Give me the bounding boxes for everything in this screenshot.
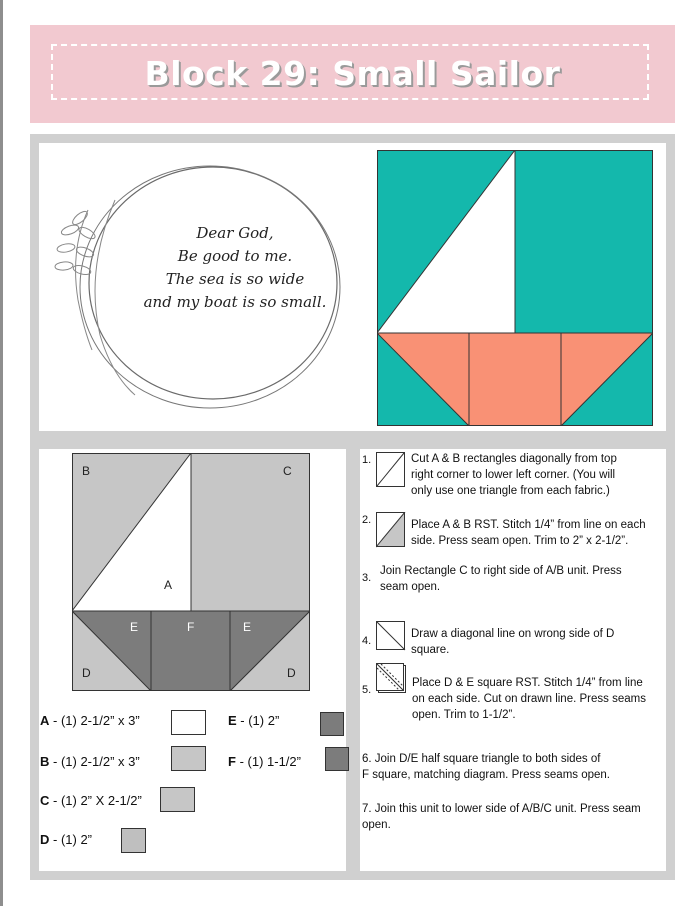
label-a: A [164, 578, 173, 592]
step1-line-3: only use one triangle from each fabric.) [411, 485, 610, 497]
step4-line-2: square. [411, 644, 450, 656]
cut-e-text: - (1) 2” [236, 713, 280, 728]
label-f: F [187, 620, 195, 634]
label-c: C [283, 464, 292, 478]
step1-number: 1. [362, 454, 372, 466]
swatch-c [160, 787, 195, 812]
step7-text [362, 801, 641, 833]
swatch-a [171, 710, 206, 735]
step2-number: 2. [362, 514, 372, 526]
step6-line-2: F square, matching diagram. Press seams open. [362, 769, 611, 781]
step3-line-1: Join Rectangle C to right side of A/B unit. Press [380, 565, 622, 577]
step5-line-1: Place D & E square RST. Stitch 1/4” from line [412, 677, 643, 689]
step3-number: 3. [362, 572, 372, 584]
prayer-line-2: Be good to me. [177, 247, 293, 265]
prayer-text [100, 222, 370, 314]
step1-line-2: right corner to lower left corner. (You will [411, 469, 616, 481]
cut-d-text: - (1) 2” [49, 832, 93, 847]
step5-text [412, 675, 646, 723]
cut-f-text: - (1) 1-1/2” [235, 754, 301, 769]
page-left-rule [0, 0, 3, 906]
step2-line-2: side. Press seam open. Trim to 2” x 2-1/2”. [411, 535, 629, 547]
step6-text [362, 751, 610, 783]
swatch-f [325, 747, 349, 771]
leaf-sprig-icon [55, 209, 97, 350]
prayer-line-4: and my boat is so small. [143, 293, 327, 311]
cut-a [40, 713, 140, 728]
cut-d-letter: D [40, 832, 50, 847]
cut-a-letter: A [40, 713, 50, 728]
label-d-left: D [82, 666, 91, 680]
block-diagram [72, 453, 310, 691]
step6-line-1: 6. Join D/E half square triangle to both sides of [362, 753, 601, 765]
step2-half-rect-icon [376, 512, 406, 548]
cut-b-letter: B [40, 754, 50, 769]
prayer-line-1: Dear God, [196, 224, 274, 242]
step3-text [380, 563, 622, 595]
cut-b-text: - (1) 2-1/2” x 3” [49, 754, 140, 769]
label-e-right: E [243, 620, 252, 634]
title-banner [30, 25, 675, 123]
cut-e [228, 713, 279, 728]
step7-line-1: 7. Join this unit to lower side of A/B/C unit. Press seam [362, 803, 641, 815]
step1-diagonal-icon [376, 452, 406, 488]
cut-a-text: - (1) 2-1/2” x 3” [49, 713, 140, 728]
step4-line-1: Draw a diagonal line on wrong side of D [411, 628, 615, 640]
step5-hst-stitch-icon [376, 663, 408, 695]
cut-c-text: - (1) 2” X 2-1/2” [49, 793, 142, 808]
hull-center-salmon [469, 333, 561, 426]
swatch-d [121, 828, 146, 853]
step2-line-1: Place A & B RST. Stitch 1/4” from line on each [411, 519, 646, 531]
prayer-line-3: The sea is so wide [165, 270, 305, 288]
swatch-e [320, 712, 344, 736]
label-e-left: E [130, 620, 139, 634]
step1-text [411, 451, 617, 499]
step4-number: 4. [362, 635, 372, 647]
cut-c [40, 793, 142, 808]
step5-number: 5. [362, 684, 372, 696]
sailboat-color-block [377, 150, 653, 426]
step5-line-3: open. Trim to 1-1/2”. [412, 709, 516, 721]
step3-line-2: seam open. [380, 581, 441, 593]
cut-d [40, 832, 92, 847]
label-d-right: D [287, 666, 296, 680]
cut-e-letter: E [228, 713, 237, 728]
step7-line-2: open. [362, 819, 391, 831]
step5-line-2: on each side. Cut on drawn line. Press seams [412, 693, 646, 705]
cut-f-letter: F [228, 754, 236, 769]
step4-text [411, 626, 614, 658]
swatch-b [171, 746, 206, 771]
step1-line-1: Cut A & B rectangles diagonally from top [411, 453, 617, 465]
step2-text [411, 517, 646, 549]
cut-c-letter: C [40, 793, 50, 808]
cut-f [228, 754, 301, 769]
label-b: B [82, 464, 91, 478]
step4-square-diagonal-icon [376, 621, 406, 651]
page-title: Block 29: Small Sailor [144, 54, 561, 93]
cut-b [40, 754, 140, 769]
